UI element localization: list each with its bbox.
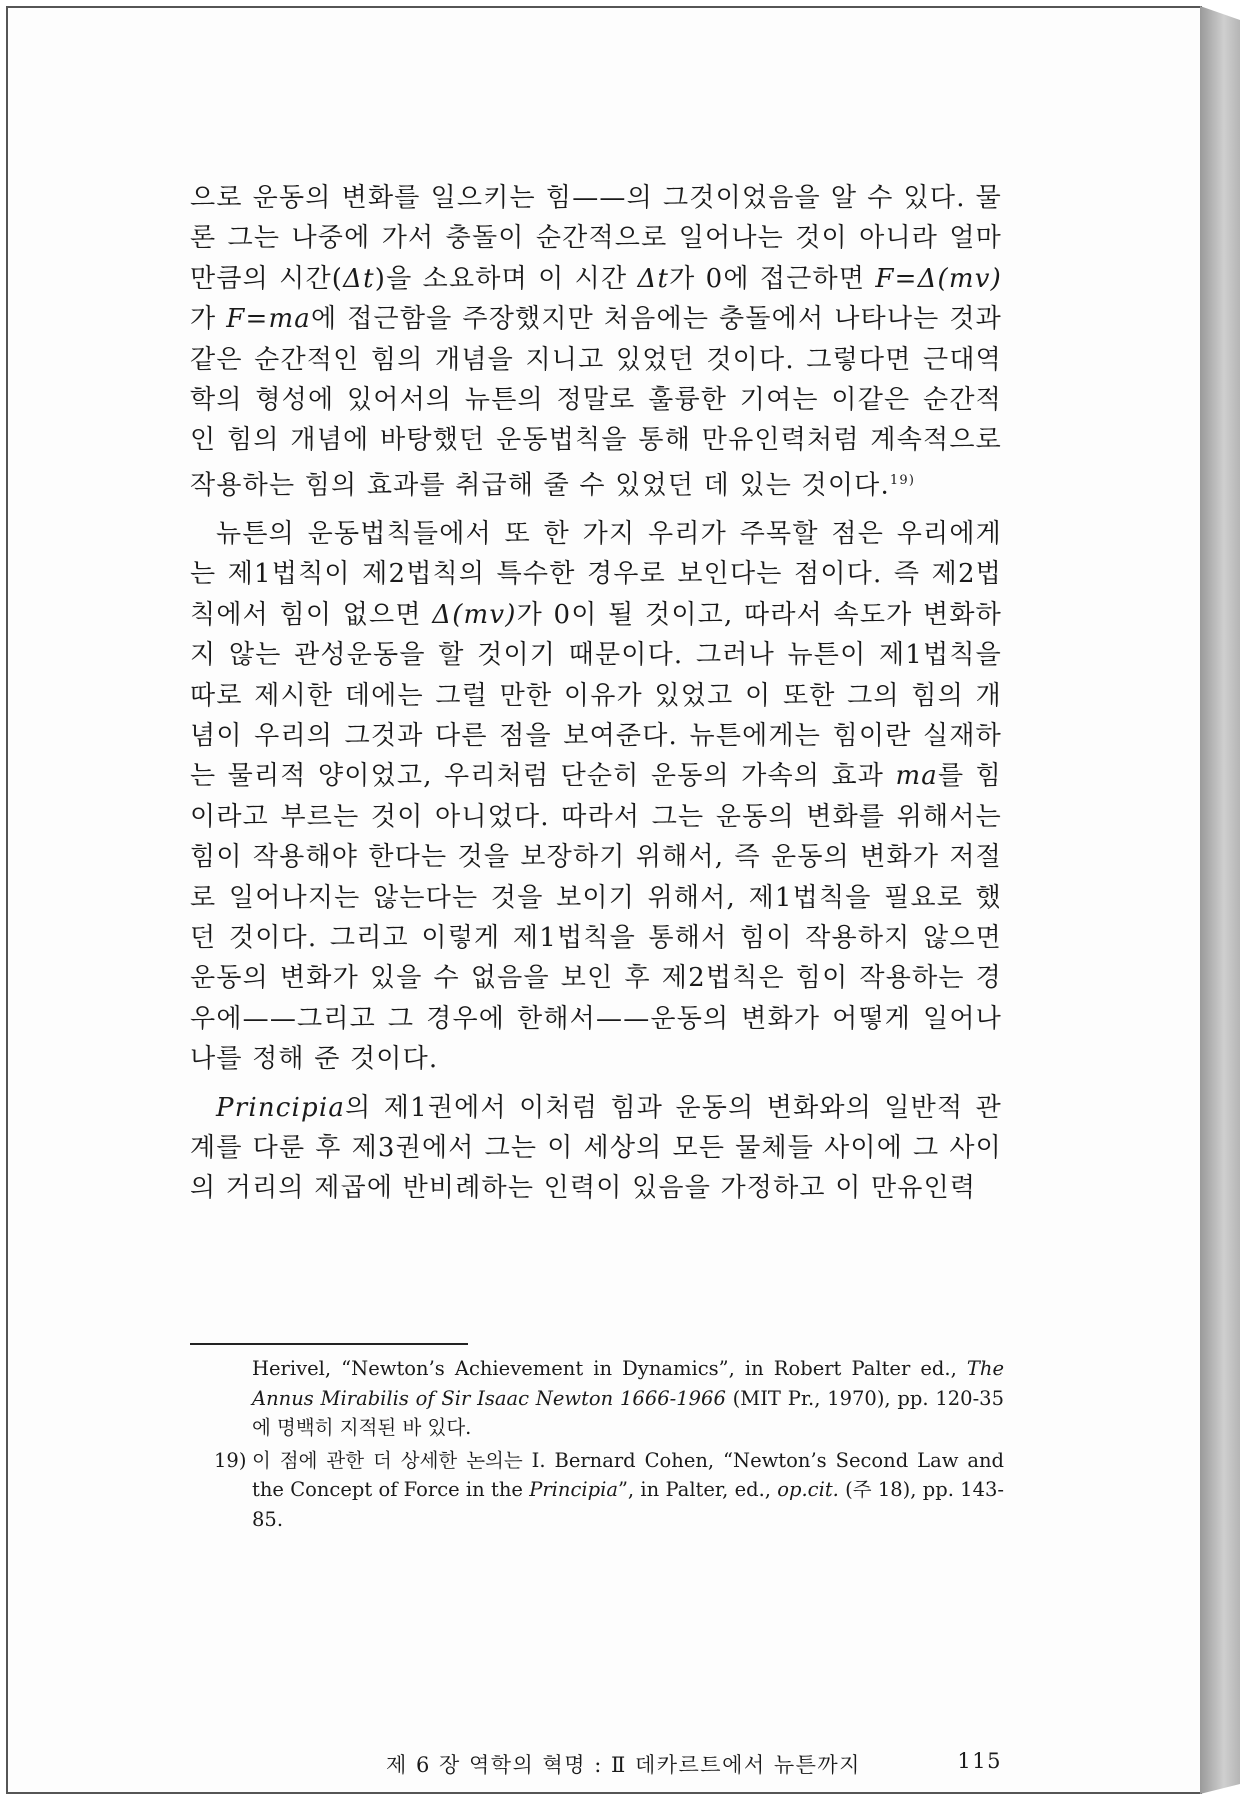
text-run: 에 접근함을 주장했지만 처음에는 충돌에서 나타나는 것과 같은 순간적인 힘의 개념을 지니고 있었던 것이다. 그렇다면 근대역학의 형성에 있어서의 뉴튼의 정말로 훌륭한 기여는 이같은 순간적인 힘의 개념에 바탕했던 운동법칙을 통해 만유인력처럼 계속적으로 작용하는 힘의 효과를 취급해 줄 수 있었던 데 있는 것이다. [190,304,1002,501]
italic-run: Δ(mv) [432,599,517,630]
text-run: Herivel, “Newton’s Achievement in Dynamics”, in Robert Palter ed., [252,1357,967,1380]
text-run: 를 힘이라고 부르는 것이 아니었다. 따라서 그는 운동의 변화를 위해서는 힘이 작용해야 한다는 것을 보장하기 위해서, 즉 운동의 변화가 저절로 일어나지는 않는다는 것을 보이기 위해서, 제1법칙을 필요로 했던 것이다. 그리고 이렇게 제1법칙을 통해서 힘이 작용하지 않으면 운동의 변화가 있을 수 없음을 보인 후 제2법칙은 힘이 작용하는 경우에——그리고 그 경우에 한해서——운동의 변화가 어떻게 일어나나를 정해 준 것이다. [190,761,1002,1075]
paragraph-2 [190,514,1002,1080]
text-run: ”, in Palter, ed., [617,1478,778,1501]
text-run: 이 점에 관한 더 상세한 논의는 I. Bernard Cohen, “Newton’s Second Law and the Concept of Force in the [252,1448,1004,1501]
text-run: (MIT Pr., 1970), pp. 120-35에 명백히 지적된 바 있다. [252,1386,1004,1439]
footnote-19 [214,1446,1004,1535]
footnotes [214,1354,1004,1534]
footnote-number: 19) [214,1448,247,1472]
text-run: 가 0이 될 것이고, 따라서 속도가 변화하지 않는 관성운동을 할 것이기 때문이다. 그러나 뉴튼이 제1법칙을 따로 제시한 데에는 그럴 만한 이유가 있었고 이 또한 그의 힘의 개념이 우리의 그것과 다른 점을 보여준다. 뉴튼에게는 힘이란 실재하는 물리적 양이었고, 우리처럼 단순히 운동의 가속의 효과 [190,599,1002,792]
footnote-divider [190,1343,468,1345]
italic-run: Principia [216,1092,346,1123]
italic-run: Δt [343,263,375,294]
italic-run: Principia [529,1478,618,1501]
italic-run: F=ma [226,304,311,335]
text-run: )을 소요하며 이 시간 [374,263,638,294]
paragraph-1 [190,178,1002,506]
italic-run: Δt [637,263,670,294]
page-edge-shadow [1200,6,1240,1794]
body-text [190,178,1002,1209]
text-run: 뉴튼의 운동법칙들에서 또 한 가지 우리가 주목할 점은 우리에게는 제1법칙이 제2법칙의 특수한 경우로 보인다는 점이다. 즉 제2법칙에서 힘이 없으면 [190,518,1002,630]
text-run: 가 0에 접근하면 [669,263,876,294]
text-run: 으로 운동의 변화를 일으키는 힘——의 그것이었음을 알 수 있다. 물론 그는 나중에 가서 충돌이 순간적으로 일어나는 것이 아니라 얼마 만큼의 시간( [190,183,1002,294]
running-footer [386,1749,1002,1779]
page-number: 115 [957,1749,1002,1773]
italic-run: F=Δ(mv) [875,263,1002,294]
chapter-title: 제 6 장 역학의 혁명 : Ⅱ 데카르트에서 뉴튼까지 [386,1753,861,1777]
italic-run: ma [895,761,939,792]
footnote-reference[interactable]: 19) [889,472,916,488]
paragraph-3 [190,1088,1002,1209]
italic-run: op.cit. [777,1478,839,1501]
text-run: 의 제1권에서 이처럼 힘과 운동의 변화와의 일반적 관계를 다룬 후 제3권에서 그는 이 세상의 모든 물체들 사이에 그 사이의 거리의 제곱에 반비례하는 인력이 있음을 가정하고 이 만유인력 [190,1092,1002,1204]
italic-run: The Annus Mirabilis of Sir Isaac Newton 1666-1966 [252,1357,1004,1410]
text-run: (주 18), pp. 143-85. [252,1478,1004,1531]
footnote-continuation [252,1354,1004,1443]
text-run: 가 [190,304,227,335]
